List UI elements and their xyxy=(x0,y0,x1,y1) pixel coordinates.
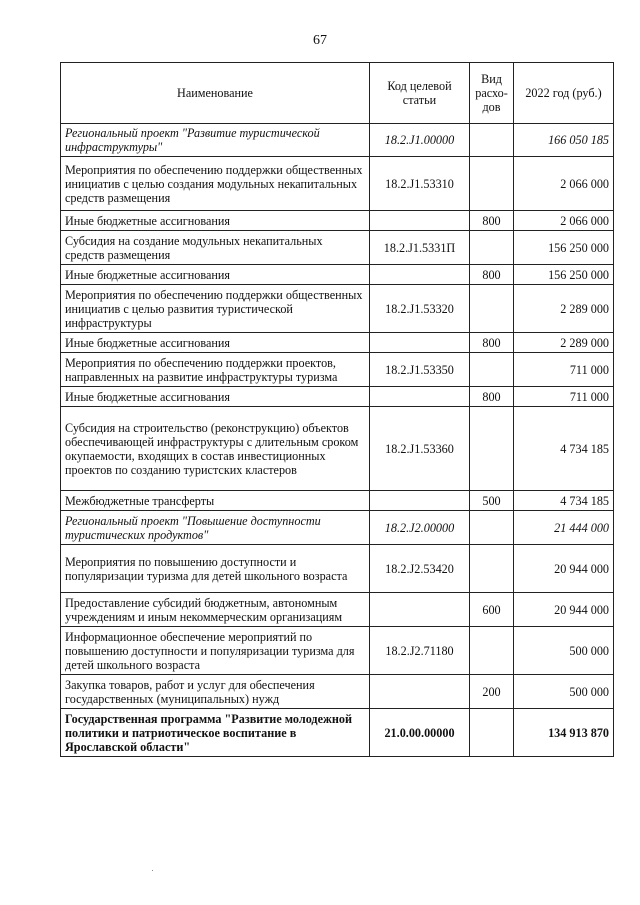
row-code-cell: 18.2.J1.53360 xyxy=(370,407,470,491)
table-row xyxy=(61,511,614,545)
row-name-cell: Мероприятия по обеспечению поддержки общественных инициатив с целью создания модульных некапитальных средств размещения xyxy=(61,157,370,211)
table-header-row xyxy=(61,63,614,124)
table-body xyxy=(61,124,614,757)
row-amount-cell: 2 289 000 xyxy=(514,333,614,353)
header-name: Наименование xyxy=(61,63,370,124)
row-name-cell: Региональный проект "Повышение доступности туристических продуктов" xyxy=(61,511,370,545)
row-amount-cell: 711 000 xyxy=(514,353,614,387)
row-expense-type-cell: 800 xyxy=(470,265,514,285)
row-name-cell: Информационное обеспечение мероприятий по повышению доступности и популяризации туризма для детей школьного возраста xyxy=(61,627,370,675)
row-expense-type-cell xyxy=(470,353,514,387)
table-row xyxy=(61,265,614,285)
row-amount-cell: 156 250 000 xyxy=(514,231,614,265)
row-amount-cell: 134 913 870 xyxy=(514,709,614,757)
row-name-cell: Закупка товаров, работ и услуг для обеспечения государственных (муниципальных) нужд xyxy=(61,675,370,709)
row-name-cell: Предоставление субсидий бюджетным, автономным учреждениям и иным некоммерческим организациям xyxy=(61,593,370,627)
header-expense-type: Вид расхо-дов xyxy=(470,63,514,124)
row-code-cell xyxy=(370,387,470,407)
row-name-cell: Мероприятия по обеспечению поддержки общественных инициатив с целью развития туристической инфраструктуры xyxy=(61,285,370,333)
row-amount-cell: 20 944 000 xyxy=(514,593,614,627)
page-number: 67 xyxy=(313,33,327,48)
row-name-cell: Субсидия на строительство (реконструкцию) объектов обеспечивающей инфраструктуры с длительным сроком окупаемости, входящих в состав инвестиционных проектов по созданию туристских кластеров xyxy=(61,407,370,491)
row-name-cell: Субсидия на создание модульных некапитальных средств размещения xyxy=(61,231,370,265)
row-code-cell xyxy=(370,491,470,511)
row-amount-cell: 2 066 000 xyxy=(514,211,614,231)
row-expense-type-cell: 500 xyxy=(470,491,514,511)
table-row xyxy=(61,157,614,211)
row-name-cell: Мероприятия по обеспечению поддержки проектов, направленных на развитие инфраструктуры туризма xyxy=(61,353,370,387)
row-amount-cell: 500 000 xyxy=(514,675,614,709)
table-row xyxy=(61,124,614,157)
row-code-cell: 18.2.J1.5331П xyxy=(370,231,470,265)
row-expense-type-cell xyxy=(470,231,514,265)
budget-table xyxy=(60,62,614,757)
row-code-cell xyxy=(370,593,470,627)
header-amount-2022: 2022 год (руб.) xyxy=(514,63,614,124)
row-amount-cell: 20 944 000 xyxy=(514,545,614,593)
row-amount-cell: 21 444 000 xyxy=(514,511,614,545)
row-code-cell xyxy=(370,265,470,285)
row-name-cell: Мероприятия по повышению доступности и популяризации туризма для детей школьного возраста xyxy=(61,545,370,593)
table-row xyxy=(61,593,614,627)
table-row xyxy=(61,211,614,231)
row-code-cell: 21.0.00.00000 xyxy=(370,709,470,757)
row-amount-cell: 2 289 000 xyxy=(514,285,614,333)
table-row xyxy=(61,333,614,353)
row-amount-cell: 4 734 185 xyxy=(514,407,614,491)
table-row xyxy=(61,353,614,387)
row-expense-type-cell xyxy=(470,709,514,757)
row-expense-type-cell xyxy=(470,124,514,157)
row-expense-type-cell xyxy=(470,627,514,675)
row-expense-type-cell xyxy=(470,285,514,333)
table-row xyxy=(61,545,614,593)
row-expense-type-cell: 200 xyxy=(470,675,514,709)
row-amount-cell: 2 066 000 xyxy=(514,157,614,211)
table-row xyxy=(61,407,614,491)
table-row xyxy=(61,675,614,709)
row-expense-type-cell: 600 xyxy=(470,593,514,627)
row-code-cell: 18.2.J2.00000 xyxy=(370,511,470,545)
table-row xyxy=(61,285,614,333)
row-code-cell: 18.2.J1.00000 xyxy=(370,124,470,157)
row-name-cell: Иные бюджетные ассигнования xyxy=(61,265,370,285)
row-name-cell: Иные бюджетные ассигнования xyxy=(61,333,370,353)
row-amount-cell: 166 050 185 xyxy=(514,124,614,157)
row-name-cell: Государственная программа "Развитие молодежной политики и патриотическое воспитание в Ярославской области" xyxy=(61,709,370,757)
row-expense-type-cell: 800 xyxy=(470,211,514,231)
table-row xyxy=(61,387,614,407)
table-row xyxy=(61,491,614,511)
row-amount-cell: 711 000 xyxy=(514,387,614,407)
row-name-cell: Региональный проект "Развитие туристической инфраструктуры" xyxy=(61,124,370,157)
row-expense-type-cell: 800 xyxy=(470,333,514,353)
row-code-cell xyxy=(370,675,470,709)
row-code-cell: 18.2.J1.53320 xyxy=(370,285,470,333)
row-expense-type-cell xyxy=(470,511,514,545)
row-name-cell: Иные бюджетные ассигнования xyxy=(61,387,370,407)
table-row xyxy=(61,231,614,265)
row-code-cell: 18.2.J1.53310 xyxy=(370,157,470,211)
row-amount-cell: 4 734 185 xyxy=(514,491,614,511)
scan-speck xyxy=(152,870,153,871)
row-code-cell xyxy=(370,211,470,231)
row-code-cell: 18.2.J1.53350 xyxy=(370,353,470,387)
row-code-cell: 18.2.J2.53420 xyxy=(370,545,470,593)
row-name-cell: Иные бюджетные ассигнования xyxy=(61,211,370,231)
row-expense-type-cell xyxy=(470,545,514,593)
row-expense-type-cell xyxy=(470,407,514,491)
header-code: Код целевой статьи xyxy=(370,63,470,124)
row-amount-cell: 156 250 000 xyxy=(514,265,614,285)
row-code-cell xyxy=(370,333,470,353)
row-expense-type-cell xyxy=(470,157,514,211)
row-amount-cell: 500 000 xyxy=(514,627,614,675)
row-name-cell: Межбюджетные трансферты xyxy=(61,491,370,511)
row-expense-type-cell: 800 xyxy=(470,387,514,407)
row-code-cell: 18.2.J2.71180 xyxy=(370,627,470,675)
table-row xyxy=(61,627,614,675)
table-row xyxy=(61,709,614,757)
